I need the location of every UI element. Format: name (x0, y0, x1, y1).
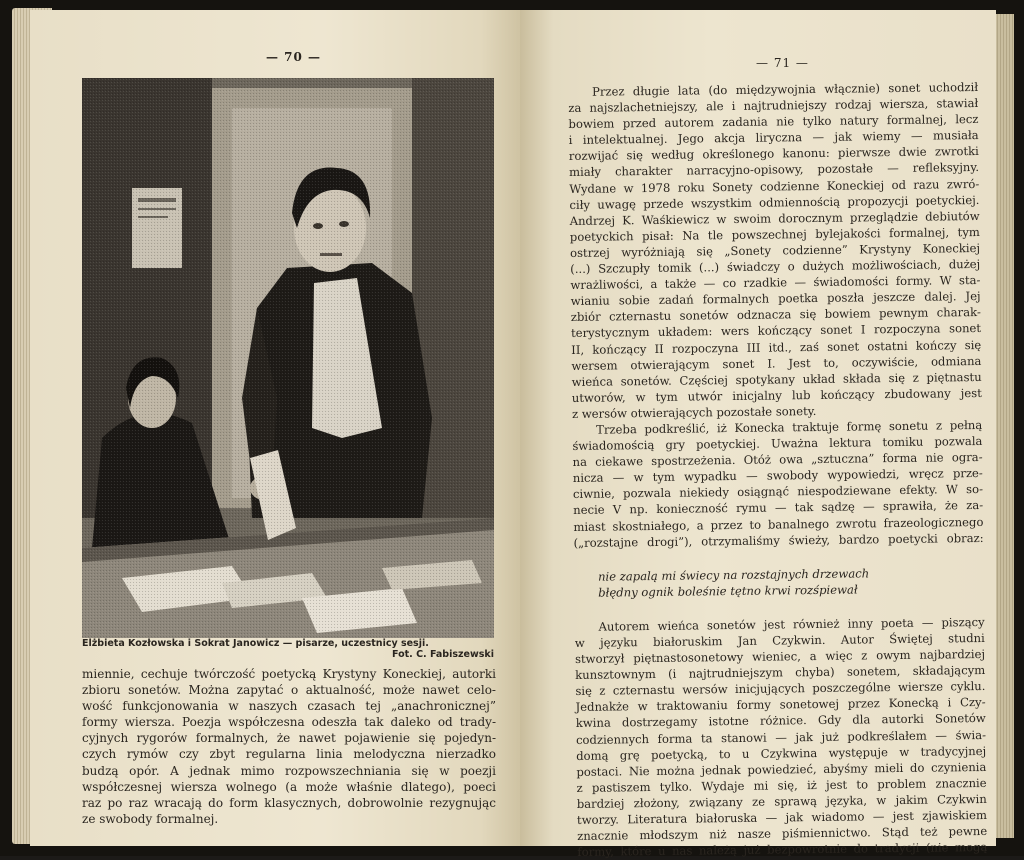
text-line: wość funkcjonowania w naszych czasach tej „anachronicznej” (82, 699, 496, 714)
text-line: miennie, cechuje twórczość poetycką Krystyny Koneckiej, autorki (82, 667, 496, 681)
text-line: w języku białoruskim Jan Czykwin. Autor Świętej studni (574, 630, 985, 650)
page-number-right: — 71 — (756, 56, 809, 70)
poem-quote (574, 564, 984, 601)
left-body-text (82, 666, 496, 827)
text-line: raz po raz wracają do form klasycznych, dobrowolnie rezygnując (82, 795, 496, 810)
text-line: zbioru sonetów. Można zapytać o aktualność, może nawet celo- (82, 683, 496, 698)
text-line: necie V np. konieczność rymu — tak sądzę — sprawiła, że za- (573, 498, 984, 518)
text-line: poetyckich pisał: Na tle powszechnej bylejakości formalnej, tym (569, 224, 980, 244)
text-line: stworzył piętnastosonetowy wieniec, a więc z owym najbardziej (574, 647, 986, 667)
text-line: za najszlachetniejszy, ale i najtrudniejszy rodzaj wiersza, stawiał (568, 96, 979, 116)
text-line: znacznie młodszym niż nasze piśmiennictwo. Stąd też pewne (577, 824, 988, 844)
text-line: czych rymów czy zbyt regularna linia melodyczna nierzadko (82, 747, 496, 762)
text-line: bowiem przed autorem zadania nie tylko natury formalnej, lecz (568, 112, 979, 132)
text-line: wieńca sonetów. Częściej spotykany układ składa się z piętnastu (571, 369, 982, 389)
text-line: ciły uwagę przede wszystkim odmiennością propozycji poetyckiej. (569, 192, 980, 212)
text-line: kunsztownym (i najtrudniejszym chyba) sonetem, składającym (575, 663, 986, 683)
text-line: („rozstajne drogi”), otrzymaliśmy świeży, bardzo poetycki obraz: (573, 530, 984, 550)
text-line: rozwijać się według określonego kanonu: pierwsze dwie zwrotki (568, 144, 979, 164)
right-body-text (568, 79, 987, 860)
text-line: wersem otwierającym sonet I. Jest to, oczywiście, odmiana (571, 353, 982, 373)
text-line: codziennych forma ta stanowi — jak już podkreślałem — świa- (575, 727, 987, 747)
text-line: Przez długie lata (do międzywojnia włącznie) sonet uchodził (592, 79, 979, 99)
text-line: ze swobody formalnej. (82, 811, 219, 826)
text-line: postaci. Nie można jednak powiedzieć, abyśmy mieli do czynienia (576, 759, 987, 779)
text-line: Autorem wieńca sonetów jest również inny poeta — piszący (598, 614, 985, 634)
text-line: z pastiszem tylko. Wydaje mi się, iż jest to problem znacznie (576, 775, 987, 795)
text-line: ostrzej wyróżniają się „Sonety codzienne” Krystyny Koneckiej (569, 240, 981, 260)
text-line: utworów, w tym utwór inicjalny lub kończący zbudowany jest (571, 385, 982, 405)
text-line: formy, które u nas należą już bezpowrotnie do tradycji (nie mogą (577, 840, 988, 860)
page-number-left: — 70 — (266, 50, 322, 64)
text-line: (...) Szczupły tomik (...) świadczy o dużych możliwościach, dużej (570, 257, 981, 277)
text-line: i intelektualnej. Jego akcja liryczna — jak wiemy — musiała (568, 128, 979, 148)
text-line: ciwnie, pozwala niekiedy osiągnąć niespodziewane efekty. W so- (572, 482, 984, 502)
paragraph-1 (568, 79, 982, 422)
right-page (520, 10, 996, 860)
text-line: Jednakże w traktowaniu formy sonetowej przez Konecką i Czy- (575, 695, 986, 715)
poem-line: nie zapalą mi świecy na rozstajnych drzewach (597, 566, 870, 584)
text-line: formy wiersza. Poezja współczesna odeszła tak daleko od trady- (82, 715, 496, 730)
text-line: domą grę poetycką, to u Czykwina występuje w tradycyjnej (576, 743, 987, 763)
text-line: budzą opór. A jednak mimo rozpowszechniania się w poezji (82, 763, 496, 778)
text-line: terystycznym układem: wers kończący sonet I rozpoczyna sonet (570, 321, 982, 341)
caption-text: Elżbieta Kozłowska i Sokrat Janowicz — pisarze, uczestnicy sesji. (82, 638, 429, 649)
text-line: kwina dostrzegamy istotne różnice. Gdy dla autorki Sonetów (575, 711, 986, 731)
text-line: miały charakter narracyjno-opisowy, pozostałe — refleksyjny. (568, 160, 980, 180)
text-line: się z czternastu wersów inicjujących poszczególne wiersze cyklu. (575, 679, 986, 699)
text-line: cyjnych rygorów formalnych, że nawet pojawienie się pojedyn- (82, 731, 496, 746)
photo-caption (82, 638, 494, 660)
text-line: II, kończący II rozpoczyna III itd., zaś sonet ostatni kończy się (571, 337, 982, 357)
text-line: Trzeba podkreślić, iż Konecka traktuje formę sonetu z pełną (596, 417, 983, 437)
text-line: miast skostniałego, a przez to banalnego zwrotu frazeologicznego (573, 514, 984, 534)
photograph-image (82, 78, 494, 638)
paragraph-3 (575, 614, 988, 860)
text-line: Wydane w 1978 roku Sonety codzienne Koneckiej od razu zwró- (569, 176, 980, 196)
text-line: bardziej złożony, związany ze sprawą języka, w jakim Czykwin (576, 791, 987, 811)
text-line: Andrzej K. Waśkiewicz w swoim dorocznym przeglądzie debiutów (569, 208, 980, 228)
photo-credit: Fot. C. Fabiszewski (391, 649, 494, 660)
text-line: wrażliwości, a także — co rzadkie — świadomości formy. W sta- (570, 273, 981, 293)
text-line: współczesnej wiersza wolnego (a może właśnie dlatego), poeci (82, 779, 496, 794)
text-line: nicza — w tym wypadku — swobody wypowiedzi, wręcz prze- (572, 466, 983, 486)
text-line: zbiór czternastu sonetów odznacza się bowiem pewnym charak- (570, 305, 981, 325)
poem-line: błędny ognik boleśnie tętno krwi rozśpiewał (598, 582, 858, 600)
left-page (30, 10, 520, 846)
text-line: wianiu sobie zadań formalnych poetka poszła jeszcze dalej. Jej (570, 289, 981, 309)
text-line: świadomością gry poetyckiej. Uważna lektura tomiku pozwala (572, 434, 983, 454)
text-line: na ciekawe spostrzeżenia. Otóż owa „sztuczna” forma nie ogra- (572, 450, 983, 470)
photograph (82, 78, 494, 638)
paragraph-2 (572, 417, 984, 551)
text-line: tworzy. Literatura białoruska — jak wiadomo — jest zjawiskiem (576, 807, 988, 827)
text-line: z wersów otwierających pozostałe sonety. (571, 403, 817, 421)
